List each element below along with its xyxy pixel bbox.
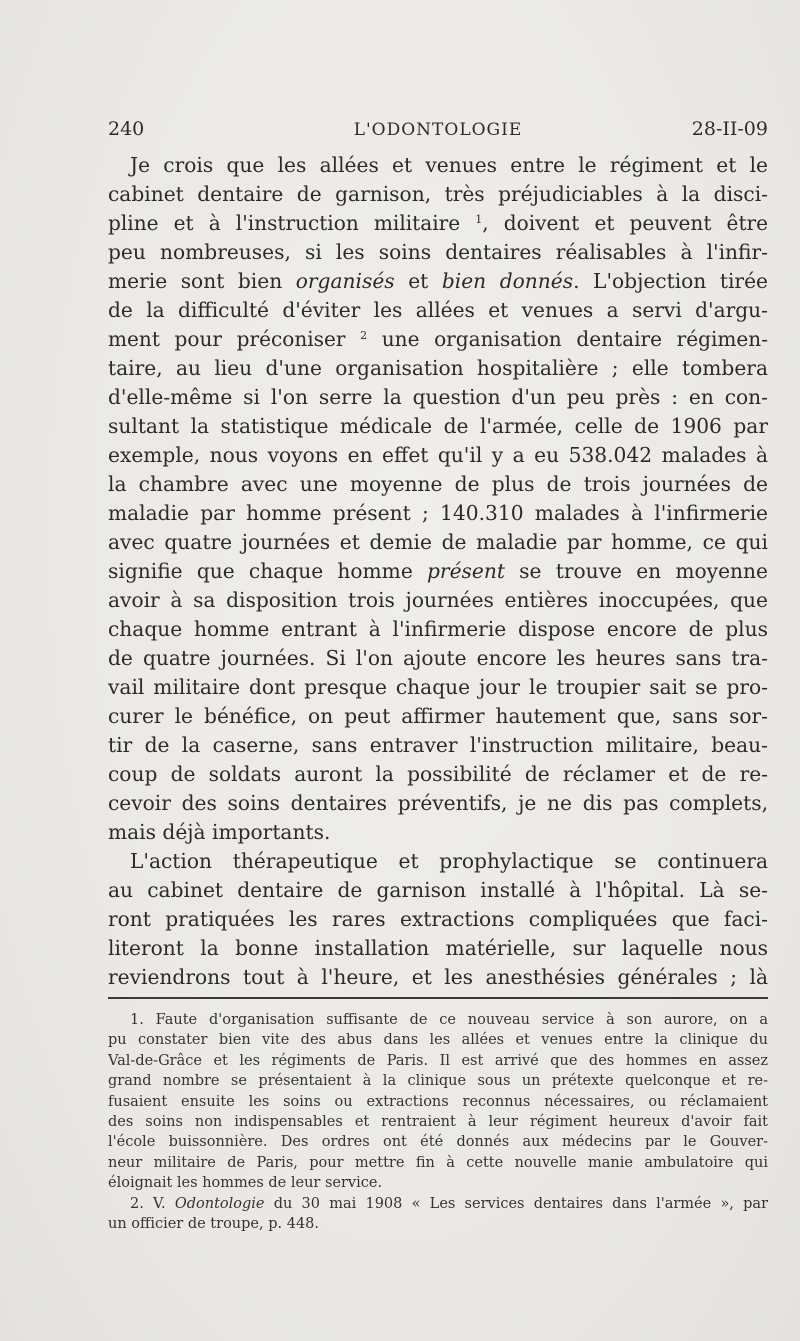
footnote-line: neur militaire de Paris, pour mettre fin à cette nouvelle manie ambulatoire qui [108, 1154, 768, 1171]
text-line: ment pour préconiser $^2$ une organisation dentaire régimen- [108, 327, 769, 351]
text-line: la chambre avec une moyenne de plus de trois journées de [108, 472, 768, 496]
text-line: avec quatre journées et demie de maladie par homme, ce qui [108, 530, 768, 554]
text-line: maladie par homme présent ; 140.310 malades à l'infirmerie [108, 501, 768, 525]
footnotes [108, 1010, 768, 1234]
text-line: coup de soldats auront la possibilité de réclamer et de re- [108, 762, 768, 786]
running-title: L'ODONTOLOGIE [353, 120, 523, 140]
text-line: mais déjà importants. [108, 820, 331, 844]
text-line: de quatre journées. Si l'on ajoute encore les heures sans tra- [108, 646, 768, 670]
text-line: vail militaire dont presque chaque jour le troupier sait se pro- [108, 675, 768, 699]
footnote-line: des soins non indispensables et rentraient à leur régiment heureux d'avoir fait [108, 1113, 768, 1130]
text-line: exemple, nous voyons en effet qu'il y a eu 538.042 malades à [108, 443, 768, 467]
text-line: pline et à l'instruction militaire $^1$, doivent et peuvent être [108, 211, 768, 235]
footnote-line: l'école buissonnière. Des ordres ont été donnés aux médecins par le Gouver- [108, 1134, 768, 1151]
text-line: cabinet dentaire de garnison, très préjudiciables à la disci- [108, 182, 768, 206]
text-line: cevoir des soins dentaires préventifs, je ne dis pas complets, [108, 791, 768, 815]
italic-term: présent [427, 559, 505, 583]
text-line: de la difficulté d'éviter les allées et venues a servi d'argu- [108, 298, 768, 322]
text-line: merie sont bien organisés et bien donnés. L'objection tirée [108, 269, 768, 293]
footnote-ref-1: 1 [475, 213, 483, 226]
footnote-line: un officier de troupe, p. 448. [108, 1215, 320, 1232]
footnote-line: Val-de-Grâce et les régiments de Paris. Il est arrivé que des hommes en assez [108, 1052, 768, 1069]
text-line: tir de la caserne, sans entraver l'instruction militaire, beau- [108, 733, 768, 757]
text-line: ront pratiquées les rares extractions compliquées que faci- [108, 907, 768, 931]
footnote-rule [108, 997, 768, 999]
text-line: signifie que chaque homme présent se trouve en moyenne [108, 559, 768, 583]
text-line: avoir à sa disposition trois journées entières inoccupées, que [108, 588, 768, 612]
footnote-line: fusaient ensuite les soins ou extractions reconnus nécessaires, ou réclamaient [108, 1093, 768, 1110]
text-line: L'action thérapeutique et prophylactique se continuera [130, 849, 768, 873]
text-line: taire, au lieu d'une organisation hospitalière ; elle tombera [108, 356, 768, 380]
footnote-line: 2. V. Odontologie du 30 mai 1908 « Les services dentaires dans l'armée », par [130, 1195, 768, 1212]
italic-term: bien donnés [441, 269, 574, 293]
footnote-ref-2: 2 [360, 329, 368, 342]
footnote-line: grand nombre se présentaient à la clinique sous un prétexte quelconque et re- [108, 1073, 768, 1090]
italic-term: organisés [295, 269, 395, 293]
text-line: reviendrons tout à l'heure, et les anesthésies générales ; là [108, 965, 768, 989]
italic-journal-title: Odontologie [174, 1195, 265, 1212]
text-line: sultant la statistique médicale de l'armée, celle de 1906 par [108, 414, 768, 438]
footnote-line: éloignait les hommes de leur service. [108, 1175, 383, 1192]
text-line: d'elle-même si l'on serre la question d'un peu près : en con- [108, 385, 768, 409]
issue-date: 28-II-09 [691, 118, 768, 140]
footnote-line: 1. Faute d'organisation suffisante de ce nouveau service à son aurore, on a [130, 1012, 768, 1028]
footnote-line: pu constater bien vite des abus dans les allées et venues entre la clinique du [108, 1032, 768, 1049]
page-number: 240 [108, 118, 145, 140]
text-line: chaque homme entrant à l'infirmerie dispose encore de plus [108, 617, 768, 641]
text-line: literont la bonne installation matérielle, sur laquelle nous [108, 936, 768, 960]
running-header [108, 118, 768, 142]
text-line: Je crois que les allées et venues entre le régiment et le [130, 153, 768, 177]
body-text [108, 151, 768, 992]
text-line: peu nombreuses, si les soins dentaires réalisables à l'infir- [108, 240, 768, 264]
text-line: au cabinet dentaire de garnison installé à l'hôpital. Là se- [108, 878, 768, 902]
text-line: curer le bénéfice, on peut affirmer hautement que, sans sor- [108, 704, 768, 728]
